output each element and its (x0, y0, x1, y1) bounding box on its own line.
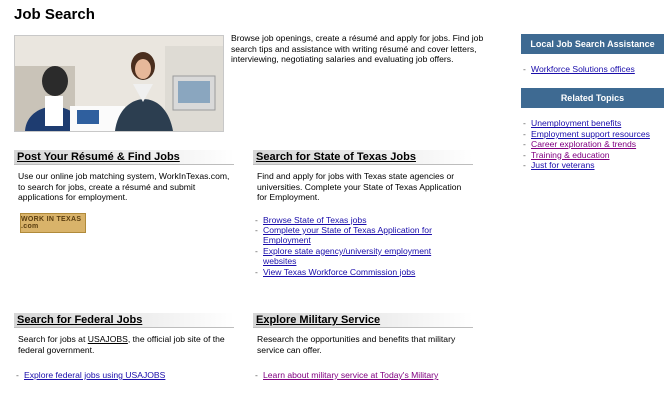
list-item (521, 64, 664, 74)
list-item (253, 370, 473, 380)
employment-support-link[interactable]: Employment support resources (531, 128, 650, 139)
state-application-link[interactable]: Complete your State of Texas Application for Employment (263, 224, 432, 246)
related-topics-heading: Related Topics (521, 88, 664, 108)
list-item (253, 267, 448, 277)
twc-jobs-link[interactable]: View Texas Workforce Commission jobs (263, 266, 416, 277)
hero-image (14, 35, 224, 132)
post-resume-section (14, 150, 234, 203)
related-topics-links (521, 118, 664, 170)
state-jobs-links (253, 215, 448, 277)
list-item (521, 118, 664, 128)
military-text: Research the opportunities and benefits that military service can offer. (257, 334, 456, 355)
post-resume-text: Use our online job matching system, WorkInTexas.com, to search for jobs, create a résumé and submit applications for employment. (18, 171, 230, 202)
federal-jobs-links (14, 370, 234, 380)
military-section (253, 313, 473, 380)
local-assistance-heading: Local Job Search Assistance (521, 34, 664, 54)
intro-text: Browse job openings, create a résumé and apply for jobs. Find job search tips and assistance with writing résumé and cover letters, interviewing, negotiating salaries and evaluating job offers. (231, 33, 484, 64)
explore-federal-jobs-link[interactable]: Explore federal jobs using USAJOBS (24, 370, 166, 380)
state-jobs-text: Find and apply for jobs with Texas state agencies or universities. Complete your State of Texas Application for Employment. (257, 171, 462, 202)
list-item (521, 139, 664, 149)
todays-military-link[interactable]: Learn about military service at Today's Military (263, 370, 439, 380)
workintexas-logo[interactable]: WORK IN TEXAS .com (20, 213, 86, 233)
post-resume-heading: Post Your Résumé & Find Jobs (14, 150, 234, 165)
local-assistance-links (521, 64, 664, 74)
list-item (521, 129, 664, 139)
photo-icon (15, 36, 223, 131)
list-item (521, 160, 664, 170)
browse-state-jobs-link[interactable]: Browse State of Texas jobs (263, 214, 367, 225)
federal-jobs-section (14, 313, 234, 380)
sidebar (521, 34, 664, 170)
state-jobs-heading: Search for State of Texas Jobs (253, 150, 473, 165)
page-title: Job Search (14, 6, 95, 23)
career-exploration-link[interactable]: Career exploration & trends (531, 139, 637, 150)
military-heading: Explore Military Service (253, 313, 473, 328)
workforce-solutions-link[interactable]: Workforce Solutions offices (531, 64, 635, 74)
state-jobs-section (253, 150, 473, 277)
state-agency-websites-link[interactable]: Explore state agency/university employment websites (263, 245, 432, 267)
list-item (14, 370, 234, 380)
unemployment-benefits-link[interactable]: Unemployment benefits (531, 118, 622, 129)
federal-jobs-heading: Search for Federal Jobs (14, 313, 234, 328)
list-item (253, 225, 448, 246)
list-item (253, 246, 448, 267)
usajobs-inline-link[interactable]: USAJOBS (87, 334, 128, 344)
training-education-link[interactable]: Training & education (531, 149, 610, 160)
list-item (253, 215, 448, 225)
list-item (521, 150, 664, 160)
military-links (253, 370, 473, 380)
federal-jobs-text: Search for jobs at USAJOBS, the official job site of the federal government. (18, 334, 225, 355)
veterans-link[interactable]: Just for veterans (531, 160, 595, 171)
